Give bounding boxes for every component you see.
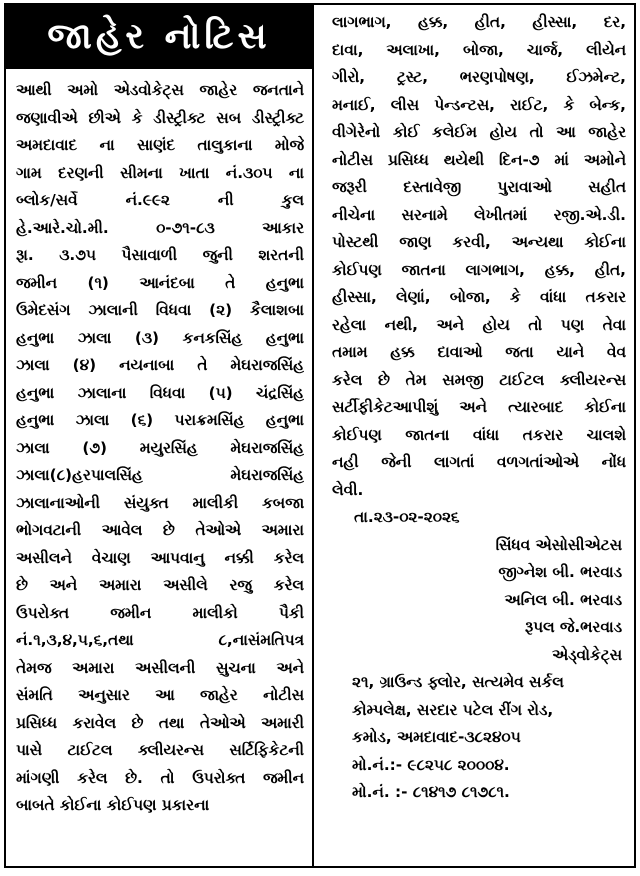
body-text-line: દાવા, અલાખા, બોજા, ચાર્જ, લીયેન — [332, 40, 626, 59]
body-text-line: જણાવીએ છીએ કે ડીસ્ટ્રીક્ટ સબ ડીસ્ટ્રીક્ટ — [16, 108, 304, 127]
signatory-line: રૂપલ જે.ભરવાડ — [524, 618, 622, 636]
body-text-line: હે.આરે.ચો.મી. ૦-૭૧-૮૩ આકાર — [16, 218, 304, 237]
contact-address-block — [332, 669, 626, 807]
body-text-line: જમીન (૧) આનંદબા તે હનુભા — [16, 273, 304, 292]
contact-line: ૨૧, ગ્રાઉન્ડ ફ્લોર, સત્યમેવ સર્કલ — [352, 673, 564, 691]
signatory-line: એડ્વોકેટ્સ — [552, 645, 622, 664]
notice-title: જાહેર નોટિસ — [6, 5, 312, 69]
body-text-line: સંમતિ અનુસાર આ જાહેર નોટીસ — [16, 686, 304, 704]
body-text-line: ઝાલા(૮)હરપાલસિંહ મેઘરાજસિંહ — [16, 466, 304, 484]
contact-line: કમોડ, અમદાવાદ-૩૮૨૪૦૫ — [352, 728, 521, 746]
body-text-line: માંગણી કરેલ છે. તો ઉપરોક્ત જમીન — [16, 768, 304, 787]
right-column-body — [332, 9, 626, 504]
signatory-line: અનિલ બી. ભરવાડ — [504, 590, 622, 609]
body-text-line: નં.૧,૩,૪,૫,૬,તથા ૮,નાસંમતિપત્ર — [16, 631, 304, 649]
body-text-line: મનાઈ, લીસ પેન્ડન્ટસ, રાઈટ, કે બેન્ક, — [332, 95, 626, 114]
body-text-line: તમામ હક્ક દાવાઓ જતા યાને વેવ — [332, 343, 626, 361]
body-text-line: પ્રસિધ્ધ કરાવેલ છે તથા તેઓએ અમારી — [16, 713, 304, 732]
signatory-line: સિંધવ એસોસીએટસ — [495, 535, 622, 554]
body-text-line: તેમજ અમારા અસીલની સુચના અને — [16, 658, 304, 677]
body-text-line: ઝાલા (૪) નયનાબા તે મેઘરાજસિંહ — [16, 356, 304, 374]
body-text-line: કોઈપણ જાતના વાંધા તકરાર ચાલશે — [332, 425, 626, 444]
body-text-line: હનુભા ઝાલા (૬) પરાક્રમસિંહ હનુભા — [16, 411, 304, 429]
body-text-line: કરેલ છે તેમ સમજી ટાઈટલ ક્લીયરન્સ — [332, 370, 626, 389]
body-text-line: અસીલને વેચાણ આપવાનુ નક્કી કરેલ — [16, 548, 304, 567]
signatory-line: જીગ્નેશ બી. ભરવાડ — [498, 563, 622, 581]
body-text-line: ઝાલા (૭) મયુરસિંહ મેઘરાજસિંહ — [16, 438, 304, 457]
body-text-line: રહેલા નથી, અને હોય તો પણ તેવા — [332, 315, 626, 334]
left-column-body — [6, 69, 312, 820]
contact-line: મો.નં. :- ૮૧૪૧૭ ૮૧૭૮૧. — [352, 783, 510, 801]
body-text-line: છે અને અમારા અસીલે રજુ કરેલ — [16, 576, 304, 594]
body-text-line: બ્લોક/સર્વે નં.૯૯૨ ની કુલ — [16, 191, 304, 209]
body-text-line: વીગેરેનો કોઈ કલેઈમ હોય તો આ જાહેર — [332, 123, 626, 141]
body-text-line: રૂા. ૩.૭૫ પૈસાવાળી જુની શરતની — [16, 246, 304, 264]
signatory-block — [332, 532, 626, 670]
body-text-line: ઉપરોક્ત જમીન માલીકો પૈકી — [16, 603, 304, 622]
left-column — [6, 5, 314, 866]
body-text-line: હનુભા ઝાલાના વિધવા (૫) ચંદ્રસિંહ — [16, 383, 304, 402]
body-text-line: ગીરો, ટ્રસ્ટ, ભરણપોષણ, ઈઝમેન્ટ, — [332, 68, 626, 86]
body-text-line: ભોગવટાની આવેલ છે તેઓએ અમારા — [16, 521, 304, 539]
body-text-line: ઝાલાનાઓની સંયુક્ત માલીકી કબજા — [16, 493, 304, 512]
body-text-line: કોઈપણ જાતના લાગભાગ, હક્ક, હીત, — [332, 260, 626, 279]
body-text-line: નોટીસ પ્રસિધ્ધ થયેથી દિન-૭ માં અમોને — [332, 150, 626, 169]
public-notice — [4, 3, 636, 868]
body-text-line: નહી જેની લાગતાં વળગતાંઓએ નોંધ — [332, 453, 626, 471]
body-text-line: જરૂરી દસ્તાવેજી પુરાવાઓ સહીત — [332, 178, 626, 196]
body-text-line: બાબતે કોઈના કોઈપણ પ્રકારના — [16, 796, 210, 814]
body-text-line: નીચેના સરનામે લેખીતમાં રજી.એ.ડી. — [332, 205, 626, 224]
body-text-line: લેવી. — [332, 480, 364, 499]
body-text-line: હનુભા ઝાલા (૩) કનકસિંહ હનુભા — [16, 328, 304, 347]
body-text-line: ઉમેદસંગ ઝાલાની વિધવા (૨) કૈલાશબા — [16, 301, 304, 319]
notice-date: તા.૨૩-૦૨-૨૦૨૬ — [354, 508, 460, 526]
right-column — [316, 5, 634, 866]
body-text-line: આથી અમો એડવોકેટ્સ જાહેર જનતાને — [16, 81, 304, 99]
body-text-line: પોસ્ટથી જાણ કરવી, અન્યથા કોઈના — [332, 233, 626, 251]
body-text-line: સર્ટીફીકેટઆપીશું અને ત્યારબાદ કોઈના — [332, 398, 626, 416]
body-text-line: પાસે ટાઈટલ ક્લીયરન્સ સર્ટિફિકેટની — [16, 741, 304, 759]
body-text-line: હીસ્સા, લેણાં, બોજા, કે વાંધા તકરાર — [332, 288, 626, 306]
body-text-line: લાગભાગ, હક્ક, હીત, હીસ્સા, દર, — [332, 13, 626, 31]
body-text-line: ગામ દરણની સીમના ખાતા નં.૩૦૫ ના — [16, 163, 304, 182]
body-text-line: અમદાવાદ ના સાણંદ તાલુકાના મોજે — [16, 136, 304, 154]
contact-line: મો.નં.:- ૯૮૨૫૮ ૨૦૦૦૪. — [352, 755, 510, 774]
contact-line: કોમ્પલેક્ષ, સરદાર પટેલ રીંગ રોડ, — [352, 700, 554, 719]
